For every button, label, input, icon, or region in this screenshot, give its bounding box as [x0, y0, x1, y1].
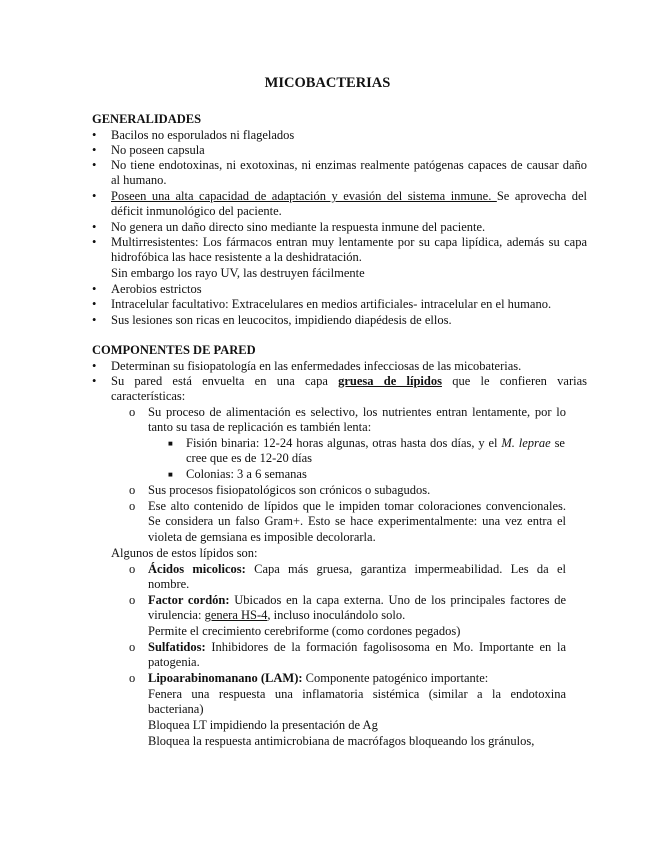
bold-term: Ácidos micolicos:	[148, 562, 246, 576]
list-item-text: Sin embargo los rayo UV, las destruyen fácilmente	[111, 266, 365, 280]
list-item-text: Aerobios estrictos	[111, 282, 202, 296]
list-item-text: Bacilos no esporulados ni flagelados	[111, 128, 295, 142]
list-item-text: No poseen capsula	[111, 143, 205, 157]
list-item-text: Determinan su fisiopatología en las enfermedades infecciosas de las micobaterias.	[111, 359, 522, 373]
underlined-text: Poseen una alta capacidad de adaptación y evasión del sistema inmune.	[111, 189, 497, 203]
bold-term: Lipoarabinomanano (LAM):	[148, 671, 303, 685]
circle-marker: o	[129, 405, 136, 419]
text-run: , incluso inoculándolo solo.	[267, 608, 406, 623]
list-item-text: Intracelular facultativo: Extracelulares en medios artificiales- intracelular en el humano.	[111, 297, 552, 311]
bold-underlined-text: gruesa de lípidos	[338, 374, 442, 388]
sub-item-text: Bloquea LT impidiendo la presentación de Ag	[148, 718, 378, 732]
circle-marker: o	[129, 499, 136, 513]
sub-item-text	[148, 671, 566, 686]
text-run: Capa más gruesa, garantiza impermeabilidad. Les da el nombre.	[148, 562, 566, 592]
sub-item-text: Permite el crecimiento cerebriforme (como cordones pegados)	[148, 624, 461, 638]
circle-marker: o	[129, 671, 136, 685]
text-run: Componente patogénico importante:	[302, 671, 489, 685]
page-title: MICOBACTERIAS	[264, 75, 391, 91]
sub-sub-item-text: Colonias: 3 a 6 semanas	[186, 467, 307, 481]
sub-item-text	[148, 593, 566, 624]
sub-item-text: Fenera una respuesta una inflamatoria sistémica (similar a la endotoxina bacteriana)	[148, 687, 566, 717]
sub-item-text: Bloquea la respuesta antimicrobiana de macrófagos bloqueando los gránulos,	[148, 734, 535, 748]
bullet-marker: •	[92, 158, 97, 172]
bullet-marker: •	[92, 189, 97, 203]
sub-item-text: Ese alto contenido de lípidos que le impiden tomar coloraciones convencionales. Se considera un falso Gram+. Esto se hace experimentalmente: una vez entra el violeta de gemsiana es imposible decolorarla.	[148, 499, 566, 544]
sub-item-text	[148, 640, 566, 671]
list-item-text: Multirresistentes: Los fármacos entran muy lentamente por su capa lipídica, además su capa hidrofóbica las hace resistente a la deshidratación.	[111, 235, 587, 265]
text-run: Ubicados en la capa externa. Uno de los principales factores de virulencia:	[148, 593, 567, 623]
bullet-marker: •	[92, 359, 97, 373]
square-marker: ■	[168, 470, 173, 479]
circle-marker: o	[129, 562, 136, 576]
section-heading-generalidades: GENERALIDADES	[92, 112, 202, 126]
list-item-continuation: Se aprovecha del déficit inmunológico del paciente.	[111, 189, 587, 219]
circle-marker: o	[129, 593, 136, 607]
sub-item-text	[148, 562, 566, 593]
bullet-marker: •	[92, 282, 97, 296]
text-run: Inhibidores de la formación fagolisosoma en Mo. Importante en la patogenia.	[148, 640, 566, 670]
italic-text: M. leprae	[501, 436, 551, 450]
list-item-text: No tiene endotoxinas, ni exotoxinas, ni enzimas realmente patógenas capaces de causar daño al humano.	[111, 158, 587, 188]
text-run: se cree que es de 12-20 días	[186, 436, 565, 466]
bullet-marker: •	[92, 143, 97, 157]
bullet-marker: •	[92, 297, 97, 311]
text-run: que le confieren varias características:	[111, 374, 587, 404]
bold-term: Sulfatidos:	[148, 640, 206, 654]
bullet-marker: •	[92, 374, 97, 388]
bold-term: Factor cordón:	[148, 593, 230, 607]
list-item-text: No genera un daño directo sino mediante la respuesta inmune del paciente.	[111, 220, 486, 234]
circle-marker: o	[129, 483, 136, 497]
section-heading-componentes: COMPONENTES DE PARED	[92, 343, 256, 357]
underlined-text: genera HS-4	[204, 608, 268, 623]
list-item-text: Sus lesiones son ricas en leucocitos, impidiendo diapédesis de ellos.	[111, 313, 452, 327]
bullet-marker: •	[92, 313, 97, 327]
sub-item-text: Sus procesos fisiopatológicos son crónicos o subagudos.	[148, 483, 431, 497]
sub-sub-item-text	[186, 436, 565, 467]
square-marker: ■	[168, 439, 173, 448]
text-run: Fisión binaria: 12-24 horas algunas, otras hasta dos días, y el	[186, 436, 502, 450]
lipids-intro: Algunos de estos lípidos son:	[111, 546, 258, 560]
list-item-text	[111, 189, 587, 220]
circle-marker: o	[129, 640, 136, 654]
bullet-marker: •	[92, 128, 97, 142]
text-run: Su pared está envuelta en una capa	[111, 374, 339, 388]
list-item-text	[111, 374, 587, 405]
sub-item-text: Su proceso de alimentación es selectivo, los nutrientes entran lentamente, por lo tanto su tasa de replicación es también lenta:	[148, 405, 566, 435]
bullet-marker: •	[92, 235, 97, 249]
bullet-marker: •	[92, 220, 97, 234]
